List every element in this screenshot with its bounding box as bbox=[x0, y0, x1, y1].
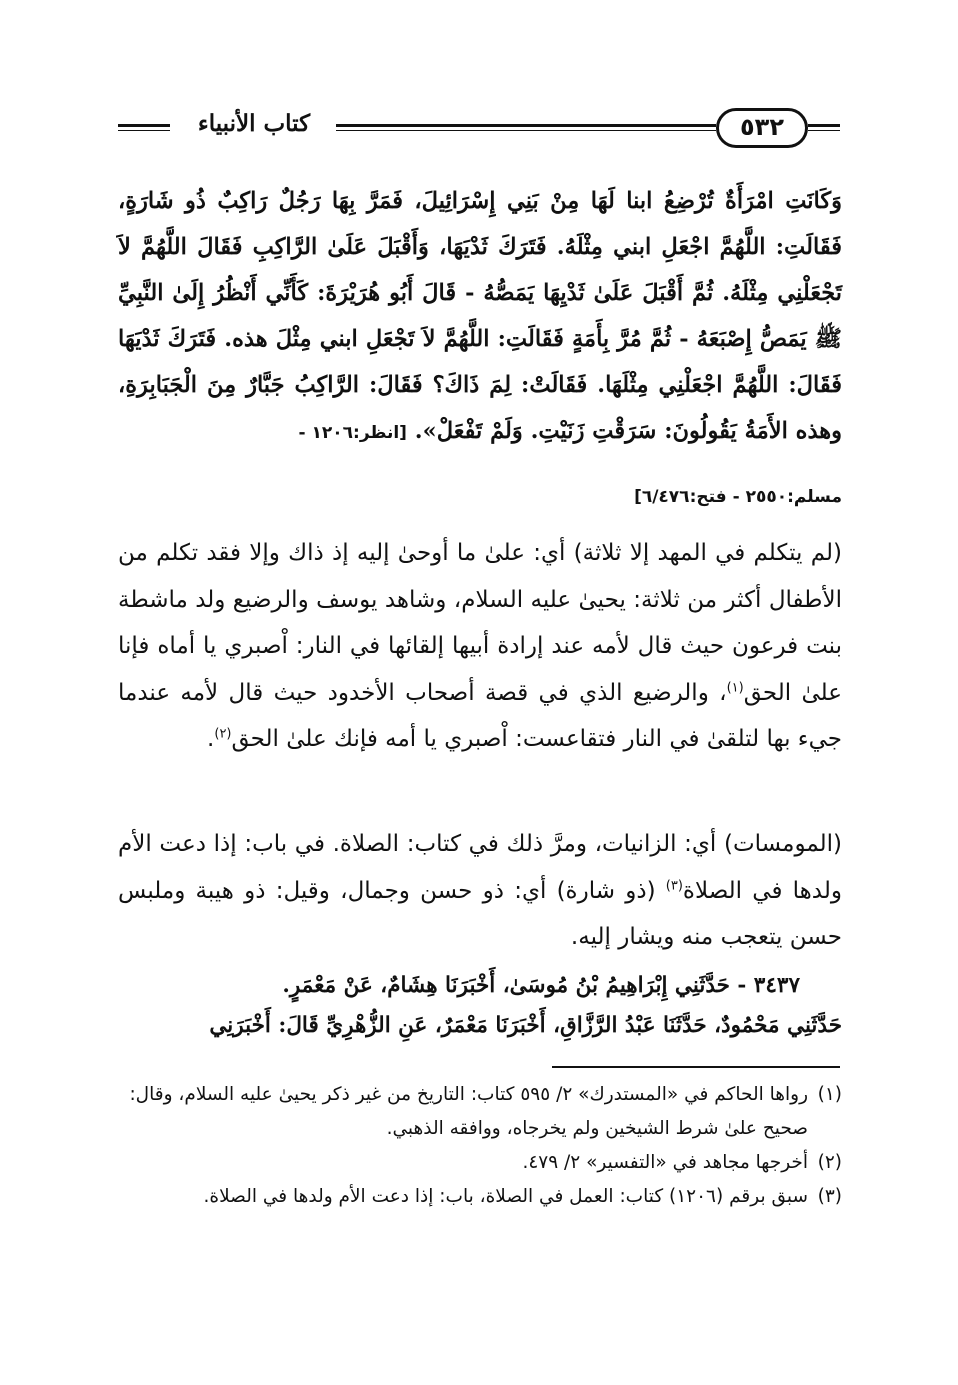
book-title: كتاب الأنبياء bbox=[197, 110, 311, 137]
footnote-number: (٢) bbox=[817, 1152, 842, 1173]
footnote-ref-3[interactable]: (٣) bbox=[665, 877, 683, 893]
footnote-number: (١) bbox=[817, 1084, 842, 1105]
page-number: ٥٣٢ bbox=[716, 108, 808, 148]
hadith-reference-2: مسلم:٢٥٥٠ - فتح:٦/٤٧٦] bbox=[634, 487, 842, 507]
header-rule-right bbox=[808, 124, 840, 131]
footnote-ref-1[interactable]: (١) bbox=[726, 679, 744, 695]
footnote-text: سبق برقم (١٢٠٦) كتاب: العمل في الصلاة، باب: إذا دعت الأم ولدها في الصلاة. bbox=[203, 1186, 808, 1207]
hadith-text bbox=[118, 178, 842, 454]
footnote-1 bbox=[118, 1078, 842, 1146]
header-rule-middle bbox=[336, 124, 716, 131]
footnote-3 bbox=[118, 1180, 842, 1214]
page-header bbox=[118, 108, 840, 152]
hadith-3437-line-1: ٣٤٣٧ - حَدَّثَنِي إِبْرَاهِيمُ بْنُ مُوسَىٰ، أَخْبَرَنَا هِشَامٌ، عَنْ مَعْمَرٍ. bbox=[282, 973, 800, 998]
hadith-3437-line-2: حَدَّثَنِي مَحْمُودٌ، حَدَّثَنَا عَبْدُ الرَّزَّاقِ، أَخْبَرَنَا مَعْمَرٌ، عَنِ الزُّهْرِيِّ قَالَ: أَخْبَرَنِي bbox=[209, 1013, 842, 1038]
commentary-1-part-2: ، والرضيع الذي في قصة أصحاب الأخدود حيث قال لأمه عندما جيء بها لتلقىٰ في النار فتقاعست: اْصبري يا أمه فإنك علىٰ الحق bbox=[118, 679, 842, 752]
commentary-2-part-2: (ذو شارة) أي: ذو حسن وجمال، وقيل: ذو هيبة وملبس حسن يتعجب منه ويشار إليه. bbox=[118, 877, 842, 950]
hadith-reference-1: [انظر:١٢٠٦ - bbox=[298, 423, 407, 443]
hadith-3437 bbox=[118, 966, 842, 1046]
hadith-body: وَكَانَتِ امْرَأَةٌ تُرْضِعُ ابنا لَهَا مِنْ بَنِي إِسْرَائِيلَ، فَمَرَّ بِهَا رَجُلٌ رَاكِبٌ ذُو شَارَةٍ، فَقَالَتِ: اللَّهُمَّ اجْعَلِ ابني مِثْلَهُ. فَتَرَكَ ثَدْيَهَا، وَأَقْبَلَ عَلَىٰ الرَّاكِبِ فَقَالَ اللَّهُمَّ لاَ تَجْعَلْنِي مِثْلَهُ. ثُمَّ أَقْبَلَ عَلَىٰ ثَدْيِهَا يَمَصُّهُ - قَالَ أَبُو هُرَيْرَةَ: كَأَنِّي أَنْظُرُ إِلَىٰ النَّبِيِّ ﷺ يَمَصُّ إِصْبَعَهُ - ثُمَّ مُرَّ بِأَمَةٍ فَقَالَتِ: اللَّهُمَّ لاَ تَجْعَلِ ابني مِثْلَ هذه. فَتَرَكَ ثَدْيَهَا فَقَالَ: اللَّهُمَّ اجْعَلْنِي مِثْلَهَا. فَقَالَتْ: لِمَ ذَاكَ؟ فَقَالَ: الرَّاكِبُ جَبَّارٌ مِنَ الْجَبَابِرَةِ، وهذه الأَمَةُ يَقُولُونَ: سَرَقْتِ زَنَيْتِ. وَلَمْ تَفْعَلْ». bbox=[118, 188, 842, 444]
commentary-1-part-3: . bbox=[207, 726, 215, 752]
footnote-2 bbox=[118, 1146, 842, 1180]
hadith-reference-line bbox=[118, 484, 842, 510]
footnote-text: رواها الحاكم في «المستدرك» ٢/ ٥٩٥ كتاب: التاريخ من غير ذكر يحيىٰ عليه السلام، وقال: صحيح علىٰ شرط الشيخين ولم يخرجاه، ووافقه الذهبي. bbox=[129, 1084, 808, 1139]
commentary-paragraph-1 bbox=[118, 530, 842, 763]
footnote-number: (٣) bbox=[817, 1186, 842, 1207]
commentary-paragraph-2 bbox=[118, 821, 842, 961]
footnote-separator bbox=[552, 1066, 840, 1068]
commentary-1-part-1: (لم يتكلم في المهد إلا ثلاثة) أي: علىٰ ما أوحىٰ إليه إذ ذاك وإلا فقد تكلم من الأطفال أكثر من ثلاثة: يحيىٰ عليه السلام، وشاهد يوسف والرضيع ولد ماشطة بنت فرعون حيث قال لأمه عند إرادة أبيها إلقائها في النار: اْصبري يا أماه فإنا علىٰ الحق bbox=[118, 540, 842, 706]
header-rule-left bbox=[118, 124, 170, 131]
commentary-2-part-1: (المومسات) أي: الزانيات، ومرَّ ذلك في كتاب: الصلاة. في باب: إذا دعت الأم ولدها في الصلاة bbox=[118, 831, 842, 904]
footnote-ref-2[interactable]: (٢) bbox=[214, 726, 232, 742]
footnote-text: أخرجها مجاهد في «التفسير» ٢/ ٤٧٩. bbox=[522, 1152, 808, 1173]
footnotes bbox=[118, 1078, 842, 1214]
